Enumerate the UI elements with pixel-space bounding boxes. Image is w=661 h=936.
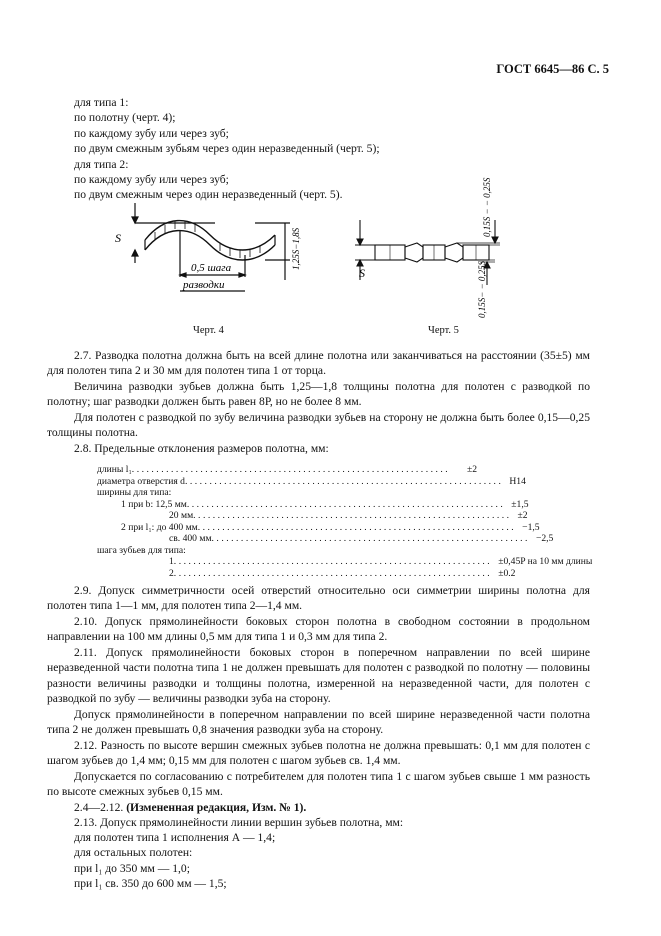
list-item: для типа 2: xyxy=(74,157,129,171)
list-item: для остальных полотен: xyxy=(74,846,193,860)
table-row: 20 мм ................................................................. ±2 xyxy=(169,510,528,521)
fig5-s-label: S xyxy=(359,266,365,280)
paragraph-2-9: 2.9. Допуск симметричности осей отверстий относительно оси симметрии ширины полотна для полотен типа 1—1 мм, для полотен типа 2—1,4 мм. xyxy=(47,584,590,613)
table-row: св. 400 мм ................................................................. −2,5 xyxy=(169,533,554,544)
paragraph-2-13-list xyxy=(47,830,590,892)
fig4-half-pitch-label: 0,5 шага xyxy=(191,262,232,274)
fig4-dimension-label: 1,25S−1,8S xyxy=(291,227,301,270)
table-row: длины l₁ ................................................................. ±2 xyxy=(97,464,478,475)
list-item: по двум смежным зубьям через один неразведенный (черт. 5); xyxy=(74,142,380,156)
paragraph-2-12-b: Допускается по согласованию с потребителем для полотен типа 1 с шагом зубьев свыше 1 мм разность по высоте смежных зубьев 0,15 мм. xyxy=(47,770,590,799)
table-row: шага зубьев для типа: xyxy=(97,544,186,556)
edit-note: 2.4—2.12. (Измененная редакция, Изм. № 1). xyxy=(74,801,307,814)
fig4-caption: Черт. 4 xyxy=(193,325,224,336)
table-row: 1 при b: 12,5 мм ................................................................. ±1,5 xyxy=(121,498,529,510)
list-item: для типа 1: xyxy=(74,96,129,109)
table-row: ширины для типа: xyxy=(97,487,172,498)
list-item: по каждому зубу или через зуб; xyxy=(74,173,229,187)
table-row: 2 ................................................................. ±0.2 xyxy=(169,567,516,579)
paragraph-2-8: 2.8. Предельные отклонения размеров полотна, мм: xyxy=(74,442,329,455)
fig4-s-label: S xyxy=(115,231,121,245)
figure-5 xyxy=(345,177,535,325)
list-item: по каждому зубу или через зуб; xyxy=(74,126,229,140)
page-header: ГОСТ 6645—86 С. 5 xyxy=(496,62,609,76)
paragraph-2-10: 2.10. Допуск прямолинейности боковых сторон полотна в свободном состоянии в продольном направлении на 100 мм длины 0,5 мм для типа 1 и 0,3 мм для типа 2. xyxy=(47,615,590,644)
paragraph-2-7-b: Величина разводки зубьев должна быть 1,25—1,8 толщины полотна для полотен с разводкой по полотну; шаг разводки должен быть равен 8Р, но не более 8 мм. xyxy=(47,380,590,409)
fig5-top-label: 0,15S − − 0,25S xyxy=(482,177,492,237)
paragraph-2-12: 2.12. Разность по высоте вершин смежных зубьев полотна не должна превышать: 0,1 мм для полотен с шагом зубьев до 1,4 мм; 0,15 мм для полотен с шагом зубьев св. 1,4 мм. xyxy=(47,739,590,768)
list-item: по полотну (черт. 4); xyxy=(74,111,176,125)
table-row: 2 при l₁: до 400 мм ................................................................. −1,5 xyxy=(121,521,540,533)
table-row: диаметра отверстия d ................................................................. H14 xyxy=(97,475,526,487)
list-item: при l₁ до 350 мм — 1,0; xyxy=(74,861,190,875)
list-item: при l₁ св. 350 до 600 мм — 1,5; xyxy=(74,877,227,891)
tolerance-table xyxy=(97,464,593,579)
paragraph-2-11-b: Допуск прямолинейности в поперечном направлении по всей ширине неразведенной части полотна типа 2 не должен превышать 0,8 значения разводки зуба на сторону. xyxy=(47,708,590,737)
list-item: для полотен типа 1 исполнения А — 1,4; xyxy=(74,831,276,844)
paragraph-2-13: 2.13. Допуск прямолинейности линии вершин зубьев полотна, мм: xyxy=(74,816,404,829)
fig4-setting-label: разводки xyxy=(183,279,225,291)
table-row: 1 ................................................................. ±0,45P на 10 мм длины xyxy=(169,556,593,567)
fig5-caption: Черт. 5 xyxy=(428,325,459,336)
paragraph-2-7: 2.7. Разводка полотна должна быть на всей длине полотна или заканчиваться на расстоянии (35±5) мм для полотен типа 2 и 30 мм для полотен типа 1 от торца. xyxy=(47,349,590,378)
figure-4 xyxy=(105,195,325,305)
paragraph-2-7-c: Для полотен с разводкой по зубу величина разводки зубьев на сторону не должна быть более 0,15—0,25 толщины полотна. xyxy=(47,411,590,440)
paragraph-2-11: 2.11. Допуск прямолинейности боковых сторон в поперечном направлении по всей ширине неразведенной части полотна типа 1 не должен превышать для полотен с разводкой по полотну — половины разности величины разводки и толщины полотна, измеренной на неразведенной части, для полотен с разводкой по зубу — величины разводки зуба на сторону. xyxy=(47,646,590,706)
list-item: по двум смежным через один неразведенный (черт. 5). xyxy=(74,188,343,202)
fig5-bottom-label: 0,15S− − 0,25S xyxy=(477,260,487,318)
